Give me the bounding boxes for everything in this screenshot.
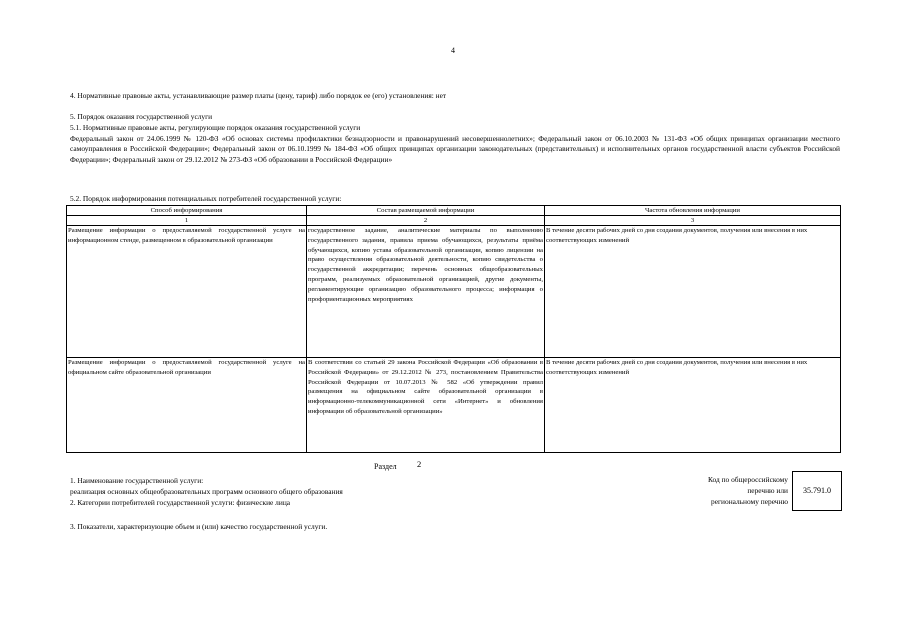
- column-header-content: Состав размещаемой информации: [307, 206, 545, 216]
- table-cell-method: Размещение информации о предоставляемой государственной услуге на официальном сайте образовательной организации: [67, 358, 307, 453]
- column-header-method: Способ информирования: [67, 206, 307, 216]
- table-cell-content: государственное задание, аналитические материалы по выполнению государственного задания, правила приема обучающихся, результаты приёма обучающихся, копию устава образовательной организации, копию лицензии на право осуществления образовательной деятельности, копию свидетельства о государственной аккредитации; перечень основных общеобразовательных программ, реализуемых образовательной организацией, другие документы, регламентирующие организацию образовательного процесса; информация о профориентационных мероприятиях: [307, 226, 545, 358]
- item-3-indicators: 3. Показатели, характеризующие объем и (или) качество государственной услуги.: [70, 522, 328, 531]
- table-cell-content: В соответствии со статьей 29 закона Российской Федерации «Об образовании в Российской Федерации» от 29.12.2012 № 273, постановлением Правительства Российской Федерации от 10.07.2013 № 582 «Об утверждении правил размещения на официальном сайте образовательной организации в информационно-телекоммуникационной сети «Интернет» и обновления информации об образовательной организации»: [307, 358, 545, 453]
- section-5-2-title: 5.2. Порядок информирования потенциальных потребителей государственной услуги:: [70, 194, 342, 203]
- table-header-row: [67, 206, 841, 216]
- section-5-1-title: 5.1. Нормативные правовые акты, регулирующие порядок оказания государственной услуги: [70, 123, 361, 132]
- information-table: [66, 205, 841, 453]
- code-label-line: региональному перечню: [711, 497, 788, 506]
- table-row: [67, 358, 841, 453]
- table-column-number-row: [67, 216, 841, 226]
- column-number: 3: [545, 216, 841, 226]
- column-number: 2: [307, 216, 545, 226]
- table-cell-frequency: В течение десяти рабочих дней со дня создания документов, получения или внесения в них соответствующих изменений: [545, 358, 841, 453]
- section-4-fees-text: 4. Нормативные правовые акты, устанавливающие размер платы (цену, тариф) либо порядок ее (его) установления: нет: [70, 91, 447, 100]
- column-header-frequency: Частота обновления информации: [545, 206, 841, 216]
- section-label: Раздел: [374, 462, 397, 471]
- table-cell-method: Размещение информации о предоставляемой государственной услуге на информационном стенде, размещенном в образовательной организации: [67, 226, 307, 358]
- column-number: 1: [67, 216, 307, 226]
- item-1-title: 1. Наименование государственной услуги:: [70, 476, 204, 485]
- code-value-box: 35.791.0: [792, 471, 842, 511]
- table-row: [67, 226, 841, 358]
- section-number: 2: [417, 459, 422, 469]
- code-label-line: перечню или: [747, 486, 788, 495]
- section-5-title: 5. Порядок оказания государственной услуги: [70, 112, 213, 121]
- section-5-1-laws-text: Федеральный закон от 24.06.1999 № 120-ФЗ «Об основах системы профилактики безнадзорности и правонарушений несовершеннолетних»; Федеральный закон от 06.10.2003 № 131-ФЗ «Об общих принципах организации местного самоуправления в Российской Федерации»; Федеральный закон от 06.10.1999 № 184-ФЗ «Об общих принципах организации законодательных (представительных) и исполнительных органов государственной власти субъектов Российской Федерации»; Федеральный закон от 29.12.2012 № 273-ФЗ «Об образовании в Российской Федерации»: [70, 134, 840, 164]
- code-label: [660, 474, 788, 507]
- page-number: 4: [451, 46, 455, 55]
- item-2-consumers: 2. Категории потребителей государственной услуги: физические лица: [70, 498, 291, 507]
- code-label-line: Код по общероссийскому: [707, 475, 788, 484]
- table-cell-frequency: В течение десяти рабочих дней со дня создания документов, получения или внесения в них соответствующих изменений: [545, 226, 841, 358]
- item-1-service-name: реализация основных общеобразовательных программ основного общего образования: [70, 487, 343, 496]
